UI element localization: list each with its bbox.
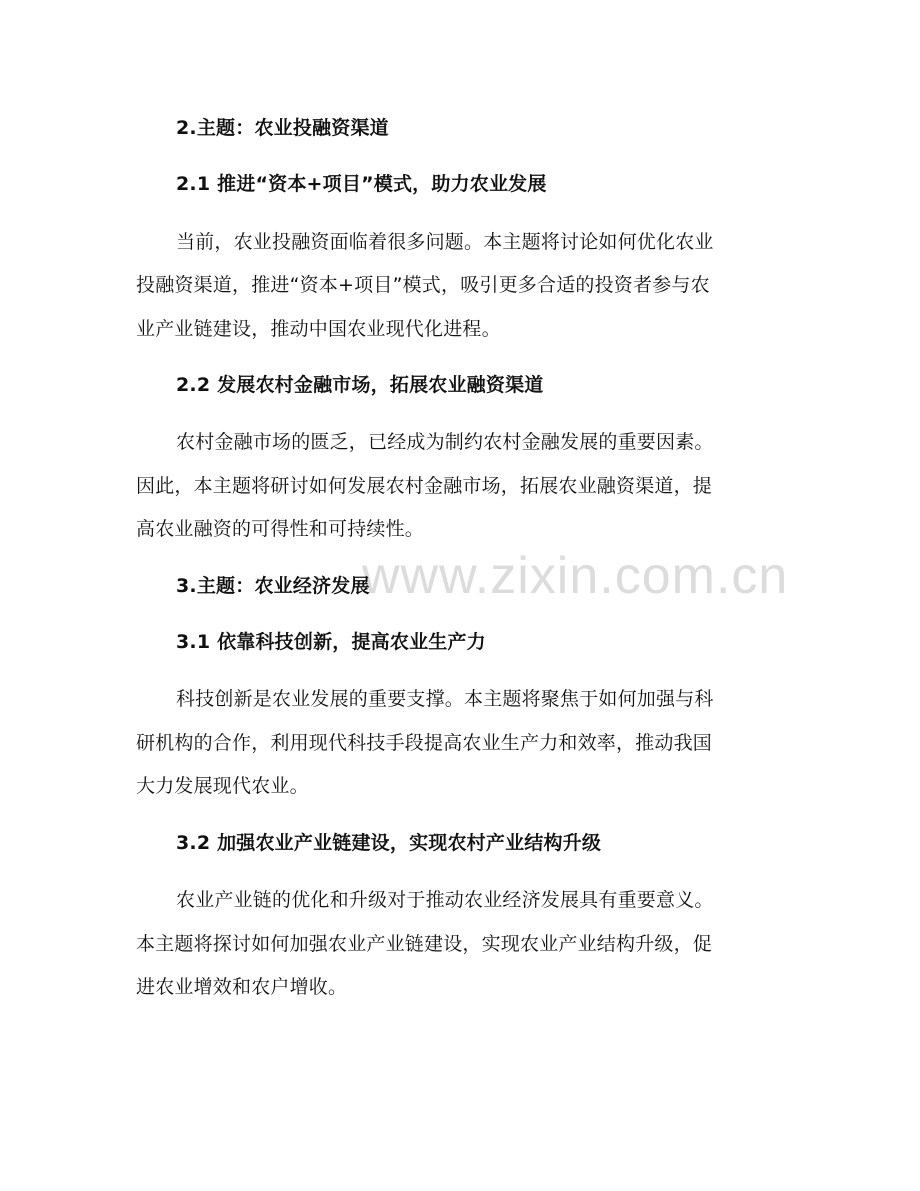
paragraph-line: 大力发展现代农业。 — [136, 775, 309, 797]
paragraph-line: 农业产业链的优化和升级对于推动农业经济发展具有重要意义。 — [176, 889, 714, 911]
section-heading: 2.主题：农业投融资渠道 — [176, 117, 389, 139]
paragraph-line: 当前，农业投融资面临着很多问题。本主题将讨论如何优化农业 — [176, 231, 714, 253]
paragraph-line: 高农业融资的可得性和可持续性。 — [136, 518, 425, 540]
section-heading: 3.主题：农业经济发展 — [176, 575, 370, 597]
paragraph-line: 因此，本主题将研讨如何发展农村金融市场，拓展农业融资渠道，提 — [136, 475, 713, 497]
watermark: www.zixin.com.cn — [362, 547, 789, 605]
paragraph-line: 研机构的合作，利用现代科技手段提高农业生产力和效率，推动我国 — [136, 732, 713, 754]
paragraph-line: 投融资渠道，推进“资本+项目”模式，吸引更多合适的投资者参与农 — [136, 274, 710, 296]
paragraph-line: 业产业链建设，推动中国农业现代化进程。 — [136, 318, 501, 340]
subsection-heading: 2.2 发展农村金融市场，拓展农业融资渠道 — [176, 374, 544, 396]
paragraph-line: 科技创新是农业发展的重要支撑。本主题将聚焦于如何加强与科 — [176, 688, 714, 710]
subsection-heading: 2.1 推进“资本+项目”模式，助力农业发展 — [176, 173, 547, 195]
paragraph-line: 进农业增效和农户增收。 — [136, 976, 348, 998]
subsection-heading: 3.1 依靠科技创新，提高农业生产力 — [176, 631, 486, 653]
paragraph-line: 本主题将探讨如何加强农业产业链建设，实现农业产业结构升级，促 — [136, 933, 713, 955]
subsection-heading: 3.2 加强农业产业链建设，实现农村产业结构升级 — [176, 832, 602, 854]
paragraph-line: 农村金融市场的匮乏，已经成为制约农村金融发展的重要因素。 — [176, 431, 714, 453]
